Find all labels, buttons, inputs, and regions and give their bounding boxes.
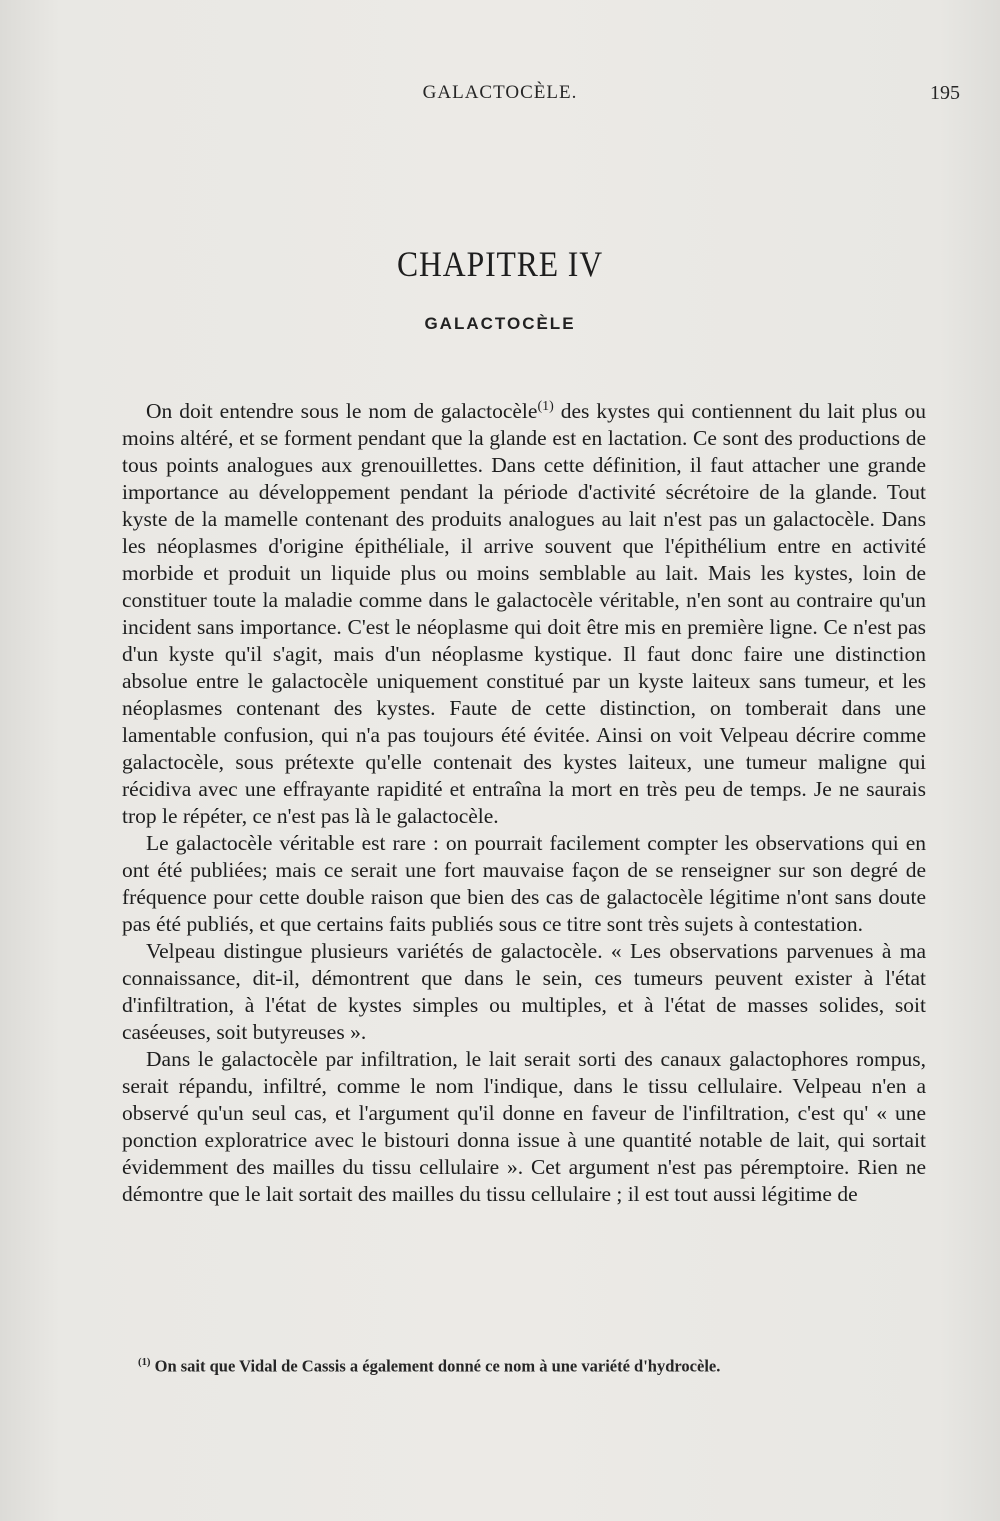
footnote xyxy=(138,1356,928,1377)
paragraph: Dans le galactocèle par infiltration, le lait serait sorti des canaux galactophores rompus, serait répandu, infiltré, comme le nom l'indique, dans le tissu cellulaire. Velpeau n'en a observé qu'un seul cas, et l'argument qu'il donne en faveur de l'infiltration, c'est qu' « une ponction exploratrice avec le bistouri donna issue à une quantité notable de lait, qui sortait évidemment des mailles du tissu cellulaire ». Cet argument n'est pas péremptoire. Rien ne démontre que le lait sortait des mailles du tissu cellulaire ; il est tout aussi légitime de xyxy=(122,1047,926,1207)
body-text xyxy=(122,393,926,1208)
footnote-reference: (1) xyxy=(537,399,554,414)
paragraph: Velpeau distingue plusieurs variétés de galactocèle. « Les observations parvenues à ma connaissance, dit-il, démontrent que dans le sein, ces tumeurs peuvent exister à l'état d'infiltration, à l'état de kystes simples ou multiples, et à l'état de masses solides, soit caséeuses, soit butyreuses ». xyxy=(122,939,926,1045)
footnote-marker: (1) xyxy=(138,1356,151,1368)
chapter-subtitle: GALACTOCÈLE xyxy=(424,314,576,333)
paragraph-text: des kystes qui contiennent du lait plus ou moins altéré, et se forment pendant que la glande est en lactation. Ce sont des productions de tous points analogues aux grenouillettes. Dans cette définition, il faut attacher une grande importance au développement pendant la période d'activité sécrétoire de la glande. Tout kyste de la mamelle contenant des produits analogues au lait n'est pas un galactocèle. Dans les néoplasmes d'origine épithéliale, il arrive souvent que l'épithélium entre en activité morbide et produit un liquide plus ou moins semblable au lait. Mais les kystes, loin de constituer toute la maladie comme dans le galactocèle véritable, n'en sont au contraire qu'un incident sans importance. C'est le néoplasme qui doit être mis en première ligne. Ce n'est pas d'un kyste qu'il s'agit, mais d'un néoplasme kystique. Il faut donc faire une distinction absolue entre le galactocèle uniquement constitué par un kyste laiteux sans tumeur, et les néoplasmes contenant des kystes. Faute de cette distinction, on tomberait dans une lamentable confusion, qui n'a pas toujours été évitée. Ainsi on voit Velpeau décrire comme galactocèle, sous prétexte qu'elle contenait des kystes laiteux, une tumeur maligne qui récidiva avec une effrayante rapidité et entraîna la mort en très peu de temps. Je ne saurais trop le répéter, ce n'est pas là le galactocèle. xyxy=(122,399,926,829)
running-header-title: GALACTOCÈLE. xyxy=(422,82,578,103)
chapter-title: CHAPITRE IV xyxy=(397,244,603,284)
paragraph: Le galactocèle véritable est rare : on pourrait facilement compter les observations qui en ont été publiées; mais ce serait une fort mauvaise façon de se renseigner sur son degré de fréquence pour cette double raison que bien des cas de galactocèle légitime n'ont sans doute pas été publiés, et que certains faits publiés sous ce titre sont très sujets à contestation. xyxy=(122,831,926,937)
footnote-text: On sait que Vidal de Cassis a également donné ce nom à une variété d'hydrocèle. xyxy=(150,1356,721,1376)
paragraph xyxy=(122,393,926,830)
paragraph-text: On doit entendre sous le nom de galactocèle xyxy=(146,399,538,424)
page-number: 195 xyxy=(930,82,960,104)
